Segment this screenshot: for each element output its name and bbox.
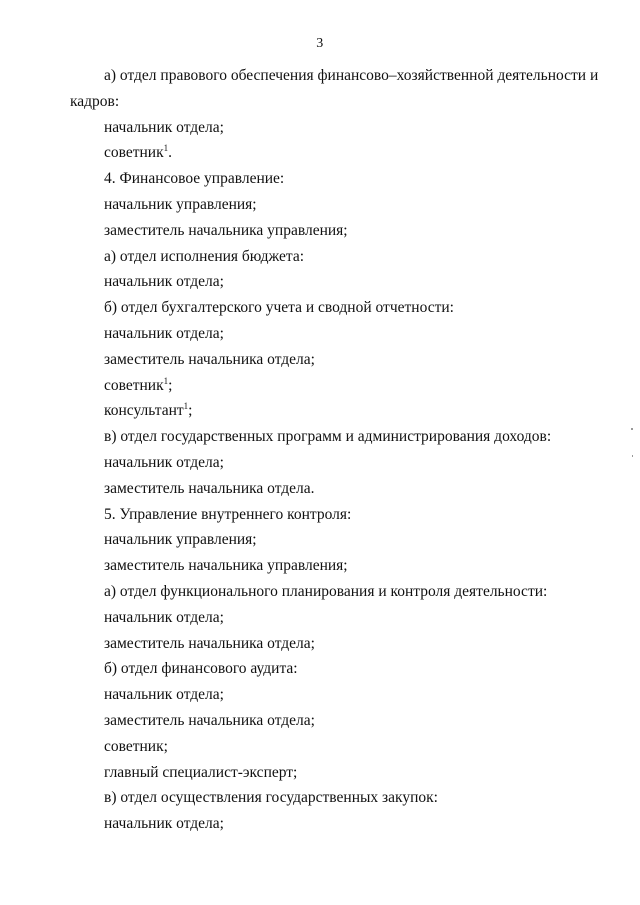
document-line: [104, 734, 604, 760]
document-line: [104, 373, 604, 399]
document-line: [104, 760, 604, 786]
line-text: заместитель начальника управления;: [104, 221, 348, 239]
document-line: [104, 502, 604, 528]
line-text: советник;: [104, 737, 168, 755]
document-line: [70, 89, 604, 115]
line-text: б) отдел бухгалтерского учета и сводной отчетности:: [104, 299, 454, 317]
document-line: [104, 656, 604, 682]
line-text: в) отдел государственных программ и администрирования доходов:: [104, 428, 552, 446]
line-text: 4. Финансовое управление:: [104, 170, 285, 188]
line-text: а) отдел функционального планирования и контроля деятельности:: [104, 582, 548, 600]
line-text: главный специалист-эксперт;: [104, 763, 298, 781]
line-punctuation: .: [168, 144, 173, 162]
line-text: заместитель начальника отдела;: [104, 634, 315, 652]
footnote-marker: 1: [183, 401, 189, 412]
line-text: начальник отдела;: [104, 118, 224, 136]
document-line: [104, 295, 604, 321]
line-text: начальник отдела;: [104, 324, 224, 342]
document-line: [104, 347, 604, 373]
document-line: [104, 269, 604, 295]
line-text: кадров:: [70, 92, 120, 110]
line-text: заместитель начальника отдела.: [104, 479, 315, 497]
line-text: начальник отдела;: [104, 686, 224, 704]
line-text: начальник отдела;: [104, 453, 224, 471]
document-line: [104, 527, 604, 553]
document-body: [70, 63, 604, 837]
scan-speck: [632, 455, 633, 457]
line-text: 5. Управление внутреннего контроля:: [104, 505, 352, 523]
document-line: [104, 476, 604, 502]
line-text: а) отдел исполнения бюджета:: [104, 247, 305, 265]
line-text: б) отдел финансового аудита:: [104, 660, 298, 678]
document-line: [104, 605, 604, 631]
line-text: заместитель начальника управления;: [104, 557, 348, 575]
line-text: начальник управления;: [104, 195, 257, 213]
line-punctuation: ;: [168, 376, 173, 394]
scan-speck: [631, 428, 633, 430]
footnote-marker: 1: [163, 143, 169, 154]
document-line: [104, 785, 604, 811]
line-text: советник: [104, 376, 164, 394]
line-text: заместитель начальника отдела;: [104, 711, 315, 729]
document-line: [104, 553, 604, 579]
document-line: [104, 579, 604, 605]
document-line: [104, 708, 604, 734]
footnote-marker: 1: [163, 375, 169, 386]
line-text: начальник отдела;: [104, 273, 224, 291]
line-text: начальник отдела;: [104, 608, 224, 626]
line-text: консультант: [104, 402, 184, 420]
document-line: [104, 166, 604, 192]
document-line: [104, 398, 604, 424]
document-line: [104, 682, 604, 708]
line-text: в) отдел осуществления государственных закупок:: [104, 789, 438, 807]
document-line: [104, 140, 604, 166]
document-line: [104, 115, 604, 141]
line-text: советник: [104, 144, 164, 162]
document-line: [104, 424, 604, 450]
line-text: начальник отдела;: [104, 815, 224, 833]
document-line: [104, 244, 604, 270]
document-line: [104, 218, 604, 244]
line-text: а) отдел правового обеспечения финансово–хозяйственной деятельности и: [104, 67, 599, 84]
document-line: [104, 811, 604, 837]
line-text: заместитель начальника отдела;: [104, 350, 315, 368]
document-line: [104, 63, 604, 89]
document-line: [104, 192, 604, 218]
document-line: [104, 450, 604, 476]
document-line: [104, 631, 604, 657]
line-punctuation: ;: [188, 402, 193, 420]
line-text: начальник управления;: [104, 531, 257, 549]
page-number: 3: [316, 36, 324, 51]
document-line: [104, 321, 604, 347]
